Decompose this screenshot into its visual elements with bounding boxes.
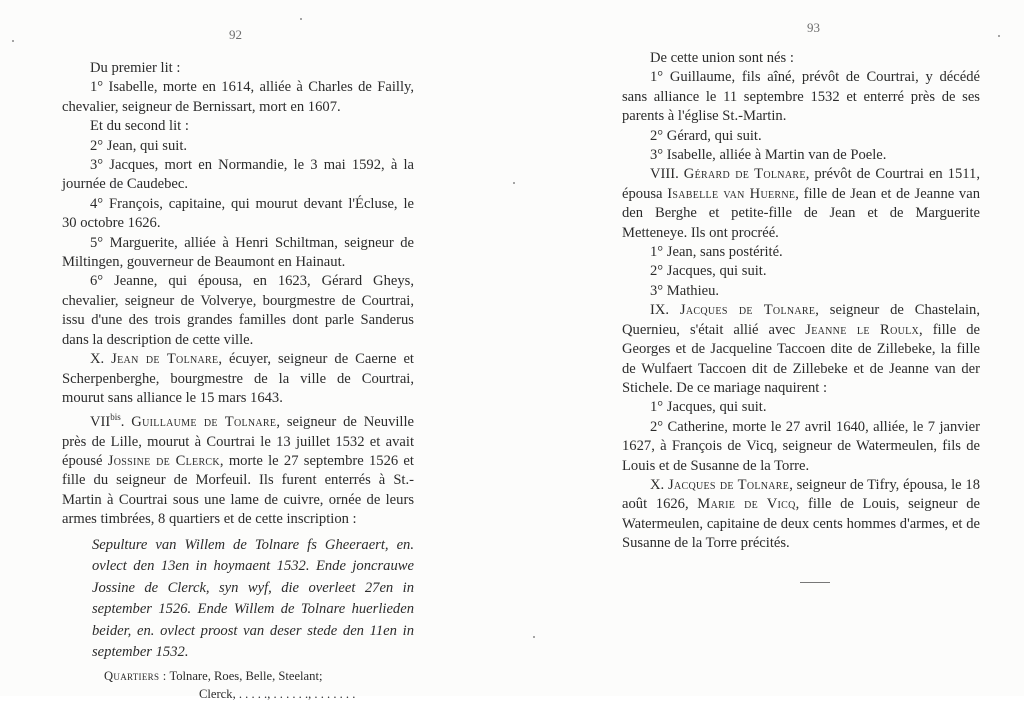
paragraph: De cette union sont nés : [650, 50, 794, 66]
paragraph: 4° François, capitaine, qui mourut devant l'Écluse, le 30 octobre 1626. [62, 195, 414, 232]
paragraph-text: , fille de Jean et de Jeanne van den Berghe et petite-fille de Jean et de Marguerite Metteneye. Ils ont procréé. [622, 185, 980, 241]
paragraph: 1° Jean, sans postérité. [650, 244, 783, 261]
spouse-name: Isabelle van Huerne [667, 185, 796, 202]
paragraph-text: , seigneur de Neuville près de Lille, mourut à Courtrai le 13 juillet 1532 et avait épousé [62, 414, 415, 469]
person-name: Jacques de Tolnare [667, 476, 790, 493]
paragraph: 2° Jean, qui suit. [90, 137, 188, 154]
person-name: Guillaume de Tolnare [131, 414, 277, 431]
paragraph-text: , seigneur de Tifry, épousa, le 18 août 1626, [622, 476, 980, 513]
paragraph: Du premier lit : [90, 60, 181, 76]
paragraph: 2° Gérard, qui suit. [650, 127, 762, 144]
spouse-name: Jossine de Clerck [107, 452, 220, 469]
paragraph: 3° Mathieu. [650, 282, 720, 299]
end-rule [800, 582, 830, 583]
paragraph: 1° Isabelle, morte en 1614, alliée à Charles de Failly, chevalier, seigneur de Bernissart, mort en 1607. [62, 79, 414, 115]
paragraph-text: , prévôt de Courtrai en 1511, épousa [622, 166, 980, 202]
paragraph-gerard-de-tolnare [622, 165, 980, 243]
person-name: Gérard de Tolnare [683, 166, 806, 183]
paragraph-text: , morte le 27 septembre 1526 et fille du seigneur de Morfeuil. Ils furent enterrés à St.-Martin à Courtrai sous une lame de cuivre, ornée de leurs armes timbrées, 8 quartiers et de cette inscription : [62, 452, 414, 528]
punctuation: . [120, 414, 132, 431]
paper-speck [998, 35, 1000, 37]
paragraph-text: , fille de Georges et de Jacqueline Taccoen dite de Zillebeke, la fille de Wulfaert Taccoen dit de Zillebeke et de Jeanne van der Stichele. De ce mariage naquirent : [622, 321, 980, 396]
paragraph-guillaume-de-tolnare [62, 408, 414, 529]
paragraph-text: , écuyer, seigneur de Caerne et Scherpenberghe, bourgmestre de la ville de Courtrai, mourut sans alliance le 15 mars 1643. [62, 351, 414, 406]
paragraph: 2° Jacques, qui suit. [650, 263, 767, 280]
person-name: Jacques de Tolnare [679, 302, 816, 319]
quartiers-line-2: Clerck, . . . . ., . . . . . ., . . . . . . . [199, 686, 356, 701]
person-name: Jean de Tolnare [111, 351, 219, 368]
generation-number: IX. [650, 302, 680, 319]
page-number-left: 92 [229, 27, 242, 42]
paper-speck [533, 636, 535, 638]
paragraph-jacques-de-tolnare-x [622, 476, 980, 554]
paragraph: 2° Catherine, morte le 27 avril 1640, alliée, le 7 janvier 1627, à François de Vicq, seigneur de Watermeulen, fils de Louis et de Susanne de la Torre. [622, 418, 980, 474]
paragraph: 5° Marguerite, alliée à Henri Schiltman, seigneur de Miltingen, gouverneur de Beaumont en Hainaut. [62, 234, 414, 271]
paragraph-jean-de-tolnare [62, 350, 414, 408]
left-page-text [62, 59, 414, 703]
paragraph-jacques-de-tolnare-ix [622, 301, 980, 398]
page-number-right: 93 [807, 20, 820, 35]
paragraph: 1° Guillaume, fils aîné, prévôt de Courtrai, y décédé sans alliance le 11 septembre 1532 et enterré près de ses parents à l'église St.-Martin. [622, 69, 980, 125]
paragraph-text: , fille de Louis, seigneur de Watermeulen, capitaine de deux cents hommes d'armes, et de Susanne de la Torre précités. [622, 496, 980, 552]
spouse-name: Marie de Vicq [697, 496, 796, 513]
quartiers-label: Quartiers : [104, 668, 167, 683]
paper-speck [513, 182, 515, 184]
paragraph: 6° Jeanne, qui épousa, en 1623, Gérard Gheys, chevalier, seigneur de Volverye, bourgmestre de Courtrai, issu d'une des trois grandes familles dont parle Sanderus dans la description de cette ville. [62, 273, 414, 348]
paragraph: 3° Isabelle, alliée à Martin van de Poele. [650, 147, 887, 164]
quartiers-line-1: Tolnare, Roes, Belle, Steelant; [169, 668, 323, 683]
spouse-name: Jeanne le Roulx [805, 321, 920, 338]
generation-number: VII [90, 414, 111, 431]
generation-number: X. [650, 476, 668, 493]
generation-number: VIII. [650, 166, 684, 183]
generation-number: X. [90, 351, 112, 368]
paragraph: Et du second lit : [90, 118, 189, 135]
paper-speck [12, 40, 14, 42]
epitaph-inscription: Sepulture van Willem de Tolnare fs Gheeraert, en. ovlect den 13en in hoymaent 1532. Ende joncrauwe Jossine de Clerck, syn wyf, die overleet 27en in september 1526. Ende Willem de Tolnare huerlieden beider, en. ovlect proost van deser stede den 11en in september 1532. [92, 536, 414, 661]
generation-superscript: bis [110, 412, 121, 423]
paragraph-text: , seigneur de Chastelain, Quernieu, s'était allié avec [622, 302, 980, 338]
paragraph: 3° Jacques, mort en Normandie, le 3 mai 1592, à la journée de Caudebec. [62, 157, 414, 193]
quartiers-list [104, 667, 414, 703]
right-page-text [622, 49, 980, 554]
paper-speck [300, 18, 302, 20]
paragraph: 1° Jacques, qui suit. [650, 399, 767, 416]
